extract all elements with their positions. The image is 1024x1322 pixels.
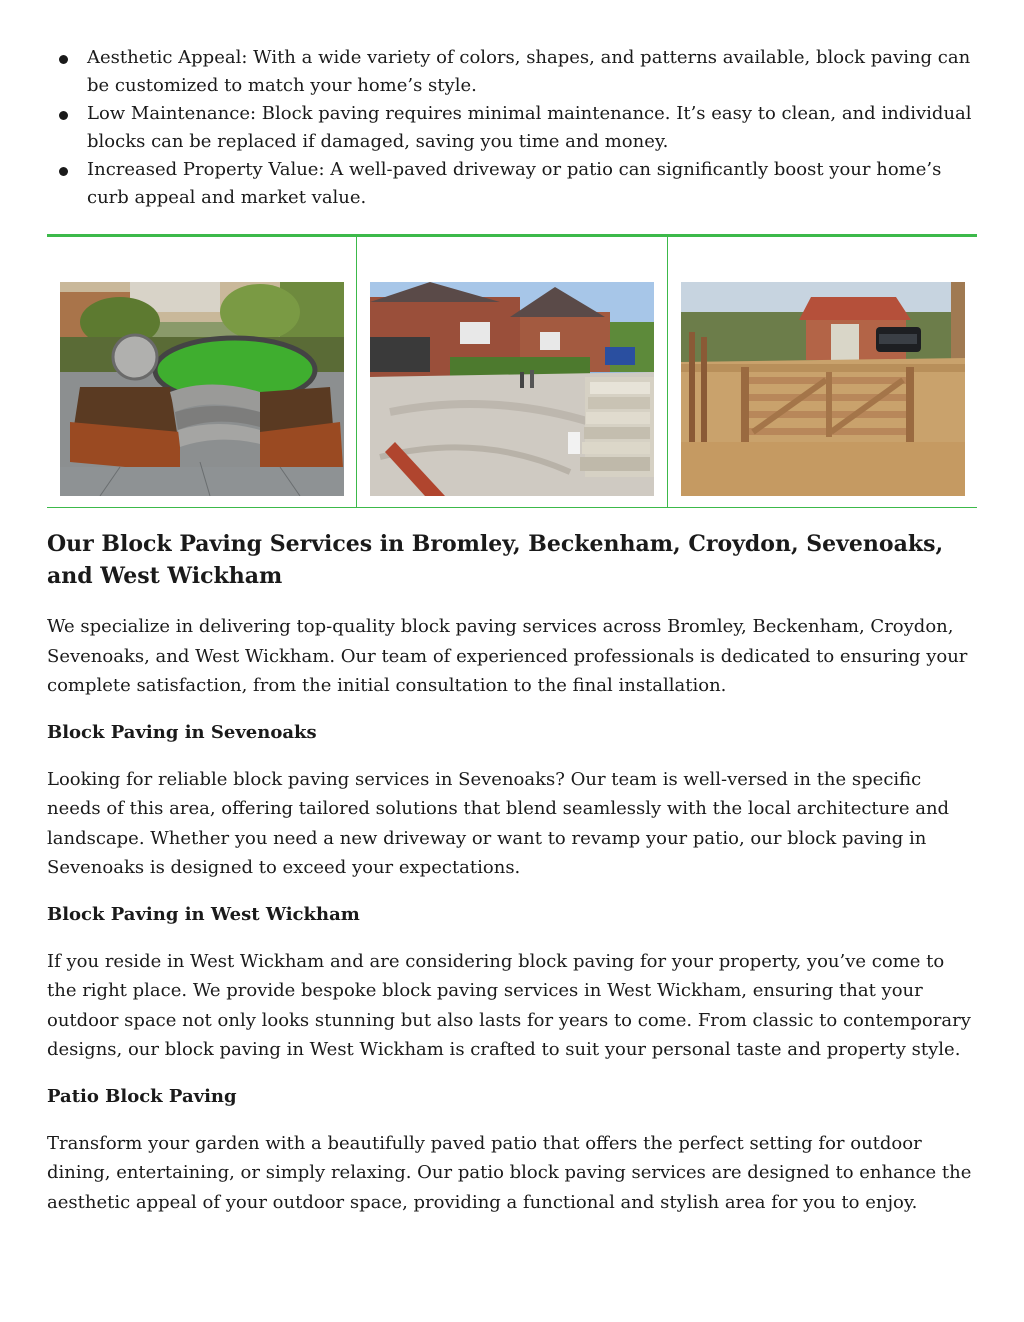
bullet-icon [59, 167, 68, 176]
gravel-driveway-gate-photo [681, 282, 965, 496]
driveway-construction-photo [370, 282, 654, 496]
services-section [47, 528, 977, 1235]
subsection-body-patio: Transform your garden with a beautifully paved patio that offers the perfect setting for outdoor dining, entertaining, or simply relaxing. Our patio block paving services are designed to enhance the aesthetic appeal of your outdoor space, providing a functional and stylish area for you to enjoy. [47, 1132, 972, 1213]
subsection-body-sevenoaks: Looking for reliable block paving services in Sevenoaks? Our team is well-versed in the specific needs of this area, offering tailored solutions that blend seamlessly with the local architecture and landscape. Whether you need a new driveway or want to revamp your patio, our block paving in Sevenoaks is designed to exceed your expectations. [47, 768, 950, 878]
gallery-cell [667, 237, 977, 507]
subsection-heading-patio: Patio Block Paving [47, 1085, 237, 1107]
benefit-text: Low Maintenance: Block paving requires minimal maintenance. It’s easy to clean, and individual blocks can be replaced if damaged, saving you time and money. [87, 103, 972, 152]
benefits-section [47, 44, 977, 212]
benefit-text: Aesthetic Appeal: With a wide variety of colors, shapes, and patterns available, block paving can be customized to match your home’s style. [87, 47, 971, 96]
list-item [47, 156, 977, 212]
benefits-list [47, 44, 977, 212]
bullet-icon [59, 111, 68, 120]
subsection-heading-west-wickham: Block Paving in West Wickham [47, 903, 360, 925]
list-item [47, 44, 977, 100]
subsection-body-west-wickham: If you reside in West Wickham and are considering block paving for your property, you’ve come to the right place. We provide bespoke block paving services in West Wickham, ensuring that your outdoor space not only looks stunning but also lasts for years to come. From classic to contemporary designs, our block paving in West Wickham is crafted to suit your personal taste and property style. [47, 950, 971, 1060]
image-gallery [47, 234, 977, 508]
bullet-icon [59, 55, 68, 64]
section-intro: We specialize in delivering top-quality block paving services across Bromley, Beckenham, Croydon, Sevenoaks, and West Wickham. Our team of experienced professionals is dedicated to ensuring your complete satisfaction, from the initial consultation to the final installation. [47, 616, 968, 696]
list-item [47, 100, 977, 156]
gallery-cell [47, 237, 356, 507]
subsection-heading-sevenoaks: Block Paving in Sevenoaks [47, 721, 317, 743]
section-heading: Our Block Paving Services in Bromley, Beckenham, Croydon, Sevenoaks, and West Wickham [47, 531, 944, 589]
garden-patio-photo [60, 282, 344, 496]
gallery-cell [356, 237, 666, 507]
benefit-text: Increased Property Value: A well-paved driveway or patio can significantly boost your home’s curb appeal and market value. [87, 159, 942, 208]
